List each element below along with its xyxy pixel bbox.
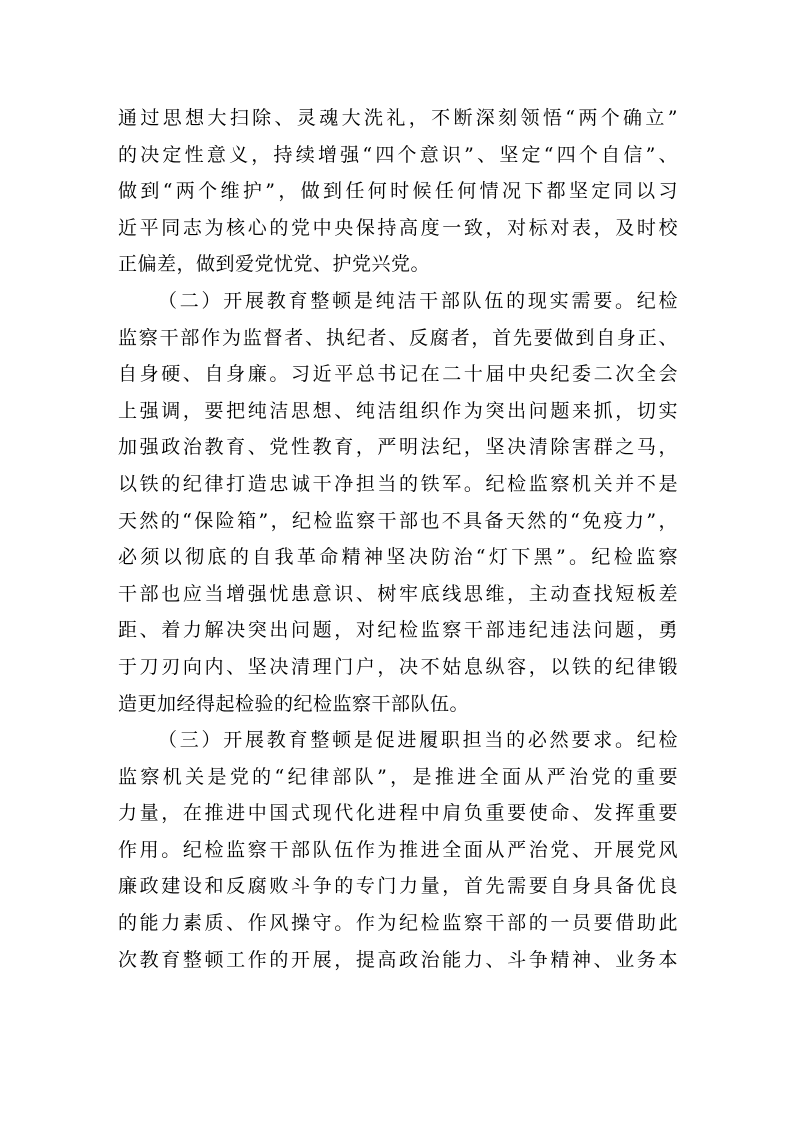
text-line: 通过思想大扫除、灵魂大洗礼，不断深刻领悟“两个确立”	[118, 107, 678, 129]
text-line: 作用。纪检监察干部队伍作为推进全面从严治党、开展党风	[118, 838, 678, 861]
text-line: 的能力素质、作风操守。作为纪检监察干部的一员要借助此	[118, 912, 678, 935]
section-heading-line: （二）开展教育整顿是纯洁干部队伍的现实需要。纪检	[158, 289, 678, 312]
paragraph-1	[118, 100, 678, 283]
text-line: 自身硬、自身廉。习近平总书记在二十届中央纪委二次全会	[118, 363, 678, 386]
text-line: 次教育整顿工作的开展，提高政治能力、斗争精神、业务本	[118, 948, 678, 971]
text-line: 距、着力解决突出问题，对纪检监察干部违纪违法问题，勇	[118, 619, 678, 642]
text-line: 监察机关是党的“纪律部队”，是推进全面从严治党的重要	[118, 765, 678, 788]
document-page	[118, 100, 678, 978]
paragraph-3	[118, 722, 678, 978]
text-line: 近平同志为核心的党中央保持高度一致，对标对表，及时校	[118, 216, 678, 239]
text-line: 的决定性意义，持续增强“四个意识”、坚定“四个自信”、	[118, 143, 678, 166]
text-line: 以铁的纪律打造忠诚干净担当的铁军。纪检监察机关并不是	[118, 472, 678, 495]
paragraph-2	[118, 283, 678, 722]
text-line: 上强调，要把纯洁思想、纯洁组织作为突出问题来抓，切实	[118, 399, 678, 422]
text-line: 必须以彻底的自我革命精神坚决防治“灯下黑”。纪检监察	[118, 546, 678, 569]
text-line: 正偏差，做到爱党忧党、护党兴党。	[118, 253, 431, 276]
text-line: 加强政治教育、党性教育，严明法纪，坚决清除害群之马，	[118, 436, 678, 459]
text-line: 天然的“保险箱”，纪检监察干部也不具备天然的“免疫力”，	[118, 509, 678, 532]
text-line: 造更加经得起检验的纪检监察干部队伍。	[118, 692, 470, 715]
section-heading-line: （三）开展教育整顿是促进履职担当的必然要求。纪检	[158, 729, 678, 752]
text-line: 于刀刃向内、坚决清理门户，决不姑息纵容，以铁的纪律锻	[118, 655, 678, 678]
text-line: 监察干部作为监督者、执纪者、反腐者，首先要做到自身正、	[118, 326, 678, 349]
text-line: 廉政建设和反腐败斗争的专门力量，首先需要自身具备优良	[118, 875, 678, 898]
text-line: 干部也应当增强忧患意识、树牢底线思维，主动查找短板差	[118, 582, 678, 605]
text-line: 做到“两个维护”，做到任何时候任何情况下都坚定同以习	[118, 180, 678, 203]
text-line: 力量，在推进中国式现代化进程中肩负重要使命、发挥重要	[118, 802, 678, 825]
